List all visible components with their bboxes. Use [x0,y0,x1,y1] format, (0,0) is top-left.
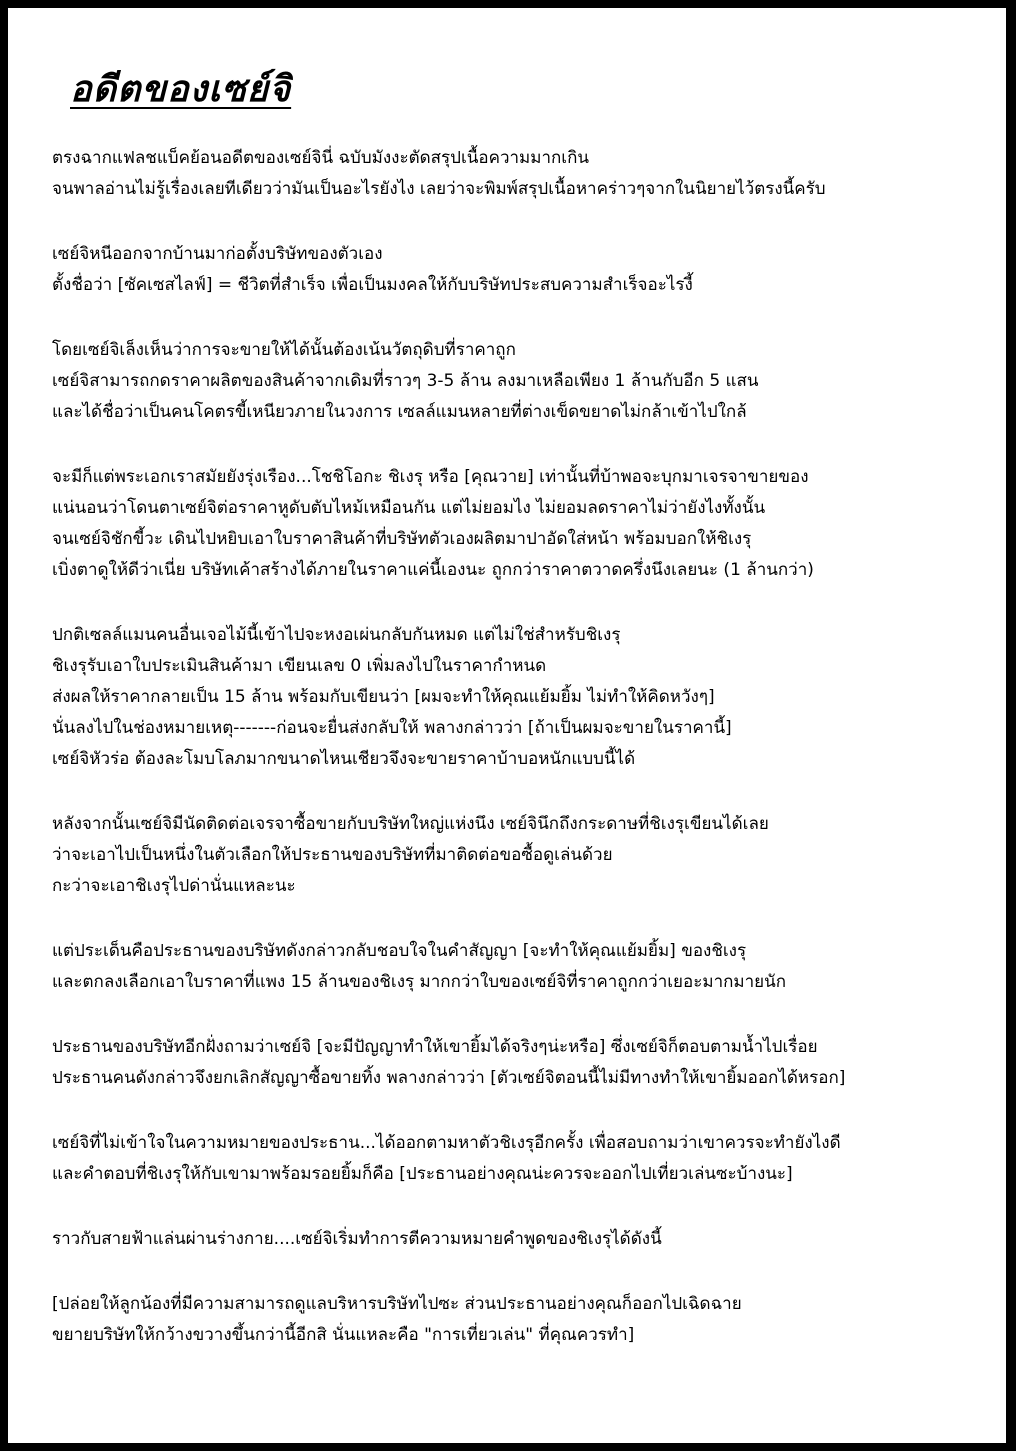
text-line: กะว่าจะเอาชิเงรุไปด่านั่นแหละนะ [52,876,296,896]
text-line: โดยเซย์จิเล็งเห็นว่าการจะขายให้ได้นั้นต้องเน้นวัตถุดิบที่ราคาถูก [52,340,516,360]
document-body [52,143,997,1385]
text-line: แน่นอนว่าโดนตาเซย์จิต่อราคาหูดับตับไหม้เหมือนกัน แต่ไม่ยอมไง ไม่ยอมลดราคาไม่ว่ายังไงทั้งนั้น [52,498,766,518]
text-line: ตรงฉากแฟลชแบ็คย้อนอดีตของเซย์จินี่ ฉบับมังงะตัดสรุปเนื้อความมากเกิน [52,148,590,168]
text-line: นั่นลงไปในช่องหมายเหตุ-------ก่อนจะยื่นส่งกลับให้ พลางกล่าวว่า [ถ้าเป็นผมจะขายในราคานี้] [52,718,732,738]
text-line: เซย์จิหัวร่อ ต้องละโมบโลภมากขนาดไหนเชียวจึงจะขายราคาบ้าบอหนักแบบนี้ได้ [52,749,636,769]
paragraph-interpretation [52,1289,997,1351]
text-line: ส่งผลให้ราคากลายเป็น 15 ล้าน พร้อมกับเขียนว่า [ผมจะทำให้คุณแย้มยิ้ม ไม่ทำให้คิดหวังๆ] [52,687,715,707]
paragraph-realization [52,1224,997,1255]
text-line: เซย์จิที่ไม่เข้าใจในความหมายของประธาน...ได้ออกตามหาตัวชิเงรุอีกครั้ง เพื่อสอบถามว่าเขาควรจะทำยังไงดี [52,1133,841,1153]
text-line: และตกลงเลือกเอาใบราคาที่แพง 15 ล้านของชิเงรุ มากกว่าใบของเซย์จิที่ราคาถูกกว่าเยอะมากมายนัก [52,972,787,992]
text-line: และได้ชื่อว่าเป็นคนโคตรขี้เหนียวภายในวงการ เซลล์แมนหลายที่ต่างเข็ดขยาดไม่กล้าเข้าไปใกล้ [52,402,747,422]
text-line: ว่าจะเอาไปเป็นหนึ่งในตัวเลือกให้ประธานของบริษัทที่มาติดต่อขอซื้อดูเล่นด้วย [52,845,613,865]
text-line: ราวกับสายฟ้าแล่นผ่านร่างกาย....เซย์จิเริ่มทำการตีความหมายคำพูดของชิเงรุได้ดังนี้ [52,1229,662,1249]
paragraph-price-quote [52,620,997,775]
text-line: ขยายบริษัทให้กว้างขวางขึ้นกว่านี้อีกสิ นั่นแหละคือ "การเที่ยวเล่น" ที่คุณควรทำ] [52,1325,635,1345]
page-title: อดีตของเซย์จิ [70,68,292,110]
text-line: เบิ่งตาดูให้ดีว่าเนี่ย บริษัทเค้าสร้างได้ภายในราคาแค่นี้เองนะ ถูกกว่าราคาตวาดครึ่งนึงเลยนะ (1 ล้านกว่า) [52,560,814,580]
text-line: [ปล่อยให้ลูกน้องที่มีความสามารถดูแลบริหารบริษัทไปซะ ส่วนประธานอย่างคุณก็ออกไปเฉิดฉาย [52,1294,742,1314]
text-line: ชิเงรุรับเอาใบประเมินสินค้ามา เขียนเลข 0 เพิ่มลงไปในราคากำหนด [52,656,547,676]
document-page [8,8,1006,1443]
text-line: จนเซย์จิชักขี้วะ เดินไปหยิบเอาใบราคาสินค้าที่บริษัทตัวเองผลิตมาปาอัดใส่หน้า พร้อมบอกให้ชิเงรุ [52,529,752,549]
paragraph-shigeru-visit [52,462,997,586]
paragraph-big-company-deal [52,809,997,902]
paragraph-president-choice [52,936,997,998]
text-line: จะมีก็แต่พระเอกเราสมัยยังรุ่งเรือง...โชชิโอกะ ชิเงรุ หรือ [คุณวาย] เท่านั้นที่บ้าพอจะบุกมาเจรจาขายของ [52,467,809,487]
text-line: เซย์จิหนีออกจากบ้านมาก่อตั้งบริษัทของตัวเอง [52,244,383,264]
text-line: หลังจากนั้นเซย์จิมีนัดติดต่อเจรจาซื้อขายกับบริษัทใหญ่แห่งนึง เซย์จินึกถึงกระดาษที่ชิเงรุเขียนได้เลย [52,814,769,834]
text-line: ปกติเซลล์แมนคนอื่นเจอไม้นี้เข้าไปจะหงอเผ่นกลับกันหมด แต่ไม่ใช่สำหรับชิเงรุ [52,625,621,645]
text-line: และคำตอบที่ชิเงรุให้กับเขามาพร้อมรอยยิ้มก็คือ [ประธานอย่างคุณน่ะควรจะออกไปเที่ยวเล่นซะบ้างนะ] [52,1164,793,1184]
paragraph-cheap-materials [52,335,997,428]
text-line: ประธานคนดังกล่าวจึงยกเลิกสัญญาซื้อขายทิ้ง พลางกล่าวว่า [ตัวเซย์จิตอนนี้ไม่มีทางทำให้เขายิ้มออกได้หรอก] [52,1068,846,1088]
text-line: เซย์จิสามารถกดราคาผลิตของสินค้าจากเดิมที่ราวๆ 3-5 ล้าน ลงมาเหลือเพียง 1 ล้านกับอีก 5 แสน [52,371,759,391]
paragraph-company-founding [52,239,997,301]
text-line: แต่ประเด็นคือประธานของบริษัทดังกล่าวกลับชอบใจในคำสัญญา [จะทำให้คุณแย้มยิ้ม] ของชิเงรุ [52,941,747,961]
text-line: จนพาลอ่านไม่รู้เรื่องเลยทีเดียวว่ามันเป็นอะไรยังไง เลยว่าจะพิมพ์สรุปเนื้อหาคร่าวๆจากในนิยายไว้ตรงนี้ครับ [52,179,826,199]
paragraph-contract-cancel [52,1032,997,1094]
paragraph-intro [52,143,997,205]
paragraph-ask-shigeru [52,1128,997,1190]
text-line: ตั้งชื่อว่า [ซัคเซสไลฟ์] = ชีวิตที่สำเร็จ เพื่อเป็นมงคลให้กับบริษัทประสบความสำเร็จอะไรงี้ [52,275,693,295]
text-line: ประธานของบริษัทอีกฝั่งถามว่าเซย์จิ [จะมีปัญญาทำให้เขายิ้มได้จริงๆน่ะหรือ] ซึ่งเซย์จิก็ตอบตามน้ำไปเรื่อย [52,1037,818,1057]
